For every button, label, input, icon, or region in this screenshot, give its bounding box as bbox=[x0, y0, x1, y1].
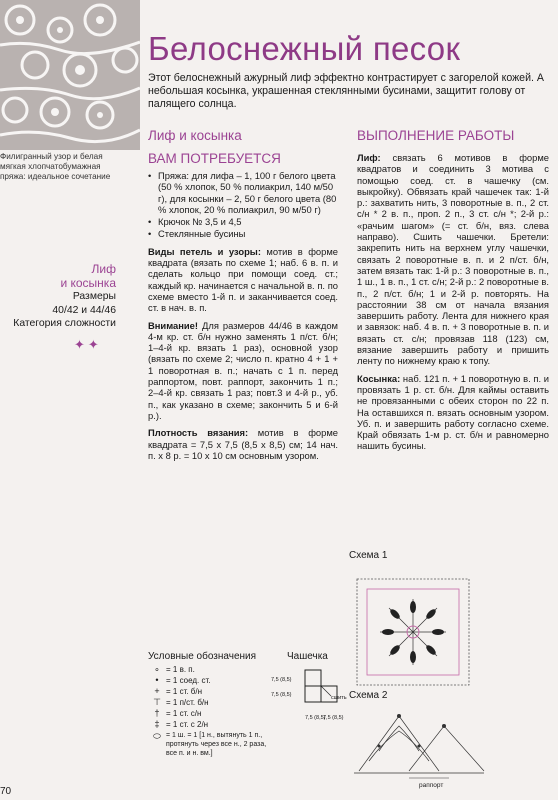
material-item: • Крючок № 3,5 и 4,5 bbox=[148, 216, 338, 227]
scheme-2-label: Схема 2 bbox=[349, 690, 388, 701]
project-meta bbox=[0, 262, 116, 331]
legend-row bbox=[148, 676, 278, 687]
rapport-label: раппорт bbox=[419, 782, 444, 789]
caption-line: мягкая хлопчатобумажная bbox=[0, 162, 101, 171]
bodice-paragraph bbox=[357, 152, 549, 367]
legend-text: = 1 в. п. bbox=[166, 665, 195, 675]
scheme-1 bbox=[349, 550, 479, 689]
stitches-paragraph bbox=[148, 246, 338, 314]
edging-chart bbox=[349, 701, 489, 781]
gauge-paragraph bbox=[148, 427, 338, 461]
cup-dimension: 7,5 (8,5) bbox=[323, 715, 344, 721]
legend-row bbox=[148, 698, 278, 709]
kerchief-label: Косынка: bbox=[357, 372, 401, 384]
sizes-label: Размеры bbox=[72, 291, 116, 302]
attention-paragraph bbox=[148, 320, 338, 422]
difficulty-marks: ✦✦ bbox=[74, 337, 102, 352]
bobble-symbol-icon: ⬭ bbox=[153, 730, 161, 741]
cup-stitch-label: сшить bbox=[331, 695, 347, 701]
material-item: • Пряжа: для лифа – 1, 100 г белого цвета (50 % хлопок, 50 % полиакрил, 140 м/50 г), для косынки – 2, 50 г белого цвета (80 % хлопок, 20 % полиакрил, 90 м/50 г) bbox=[148, 170, 338, 215]
caption-line: пряжа: идеальное сочетание bbox=[0, 172, 111, 181]
bodice-text: связать 6 мотивов в форме квадратов и соединить 3 мотива с помощью соед. ст. в чашечку (см. выкройку). Обвязать край чашечек так: 1-й р.: захватить нить, 3 поворотные в. п., 2 ст. с/н * 2 в. п., проп. 2 п., 3 ст. с/н *; 2-й р.: «рачьим шагом» (= ст. б/н, вяз. слева направо). Сшить чашечки. Бретели: закрепить нить на верхнем углу чашечки, связать 2 поворотные в. п. и 2 п/ст. б/н, затем вязать так: 1-й р.: 3 поворотные в. п., 1 ш., 1 в. п., 1 ст. с/н; 2-й р.: 2 поворотные в. п., 2 п/ст. б/н; 1 и 2-й р. повторять. На расстоянии 38 см от начала вязания завершить работу. Лента для нижнего края и завязок: наб. 4 в. п. + 3 поворотные в. п. и вязать ст. с/н; провязав 118 (123) см, вязание завершить работу и пришить ленту по нижнему краю к топу. bbox=[357, 152, 549, 367]
cup-heading: Чашечка bbox=[287, 651, 328, 662]
kerchief-paragraph bbox=[357, 373, 549, 452]
stitches-text: мотив в форме квадрата (вязать по схеме 1; наб. 6 в. п. и сделать кольцо при помощи соед. ст.; каждый кр. начинается с начальной в. п. по схеме вместо 1-й п. и заканчивается соед. ст. в нач. в. п. bbox=[148, 245, 338, 314]
page-number: 70 bbox=[0, 786, 12, 797]
legend-text: = 1 ш. = 1 [1 н., вытянуть 1 п., протянуть через все н., 2 раза, все п. и н. вм.] bbox=[166, 731, 267, 757]
materials-list bbox=[148, 170, 338, 240]
legend-text: = 1 п/ст. б/н bbox=[166, 698, 209, 708]
legend-row bbox=[148, 665, 278, 676]
legend-row bbox=[148, 731, 278, 758]
section-heading-instructions: ВЫПОЛНЕНИЕ РАБОТЫ bbox=[357, 128, 515, 143]
materials-column bbox=[148, 170, 338, 461]
legend-text: = 1 ст. с/н bbox=[166, 709, 202, 719]
symbol-legend bbox=[148, 651, 278, 758]
attention-text: Для размеров 44/46 в каждом 4-м кр. ст. б/н нужно заменять 1 п/ст. б/н; 1–4-й кр. вязать 1 раз), основной узор (вязать по схеме 2; число п. кратно 4 + 1 + 1 поворотная в. п.; начать с 1 п. перед раппортом, повт. раппорт, закончить 1 п.; 2–4-й кр. связать 1 раз; повт.3 и 4-й р., уб. п., как указано в схеме; закончить 5 и 6-й р.). bbox=[148, 319, 338, 421]
sizes-value: 40/42 и 44/46 bbox=[52, 304, 116, 316]
photo-caption bbox=[0, 152, 140, 182]
difficulty-label: Категория сложности bbox=[13, 318, 116, 329]
legend-row bbox=[148, 687, 278, 698]
chain-symbol-icon: ∘ bbox=[154, 664, 160, 675]
bodice-label: Лиф: bbox=[357, 152, 381, 163]
material-item: • Стеклянные бусины bbox=[148, 228, 338, 239]
legend-row bbox=[148, 720, 278, 731]
double-crochet-symbol-icon: † bbox=[154, 708, 160, 719]
caption-line: Филигранный узор и белая bbox=[0, 152, 103, 161]
cup-schematic bbox=[271, 651, 351, 724]
gauge-label: Плотность вязания: bbox=[148, 427, 249, 439]
legend-row bbox=[148, 709, 278, 720]
project-name-line1: Лиф bbox=[91, 262, 116, 276]
legend-text: = 1 ст. с 2/н bbox=[166, 720, 209, 730]
kerchief-text: наб. 121 п. + 1 поворотную в. п. и провязать 1 р. ст. б/н. Для каймы оставить не провязанными с обеих сторон по 22 п. На оставшихся п. вязать основным узором. Уб. п. и завершить работу согласно схеме. Край обвязать 1-м р. ст. б/н и равномерно нашить бусины. bbox=[357, 372, 549, 452]
treble-crochet-symbol-icon: ‡ bbox=[154, 719, 160, 730]
project-name-line2: и косынка bbox=[60, 276, 116, 290]
section-heading-materials: ВАМ ПОТРЕБУЕТСЯ bbox=[148, 151, 281, 166]
half-double-symbol-icon: ⊤ bbox=[153, 697, 161, 708]
section-heading-materials-title: Лиф и косынка bbox=[148, 128, 242, 143]
scheme-2 bbox=[349, 690, 489, 789]
single-crochet-symbol-icon: + bbox=[154, 686, 160, 697]
slip-stitch-symbol-icon: • bbox=[155, 675, 159, 686]
legend-text: = 1 ст. б/н bbox=[166, 687, 203, 697]
attention-label: Внимание! bbox=[148, 319, 198, 331]
cup-dimension: 7,5 (8,5) bbox=[271, 692, 292, 698]
instructions-column bbox=[357, 152, 549, 458]
intro-text: Этот белоснежный ажурный лиф эффектно контрастирует с загорелой кожей. А небольшая косынка, украшенная стеклянными бусинами, защитит голову от палящего солнца. bbox=[148, 72, 544, 110]
legend-text: = 1 соед. ст. bbox=[166, 676, 211, 686]
motif-chart bbox=[349, 561, 479, 686]
legend-heading: Условные обозначения bbox=[148, 651, 257, 662]
scheme-1-label: Схема 1 bbox=[349, 550, 388, 561]
page-title: Белоснежный песок bbox=[148, 30, 461, 67]
lace-photo bbox=[0, 0, 140, 150]
cup-dimension: 7,5 (8,5) bbox=[305, 715, 326, 721]
gauge-text: мотив в форме квадрата = 7,5 х 7,5 (8,5 х 8,5) см; 14 нач. п. х 8 р. = 10 х 10 см основным узором. bbox=[148, 427, 338, 461]
stitches-label: Виды петель и узоры: bbox=[148, 245, 261, 257]
cup-dimension: 7,5 (8,5) bbox=[271, 677, 292, 683]
